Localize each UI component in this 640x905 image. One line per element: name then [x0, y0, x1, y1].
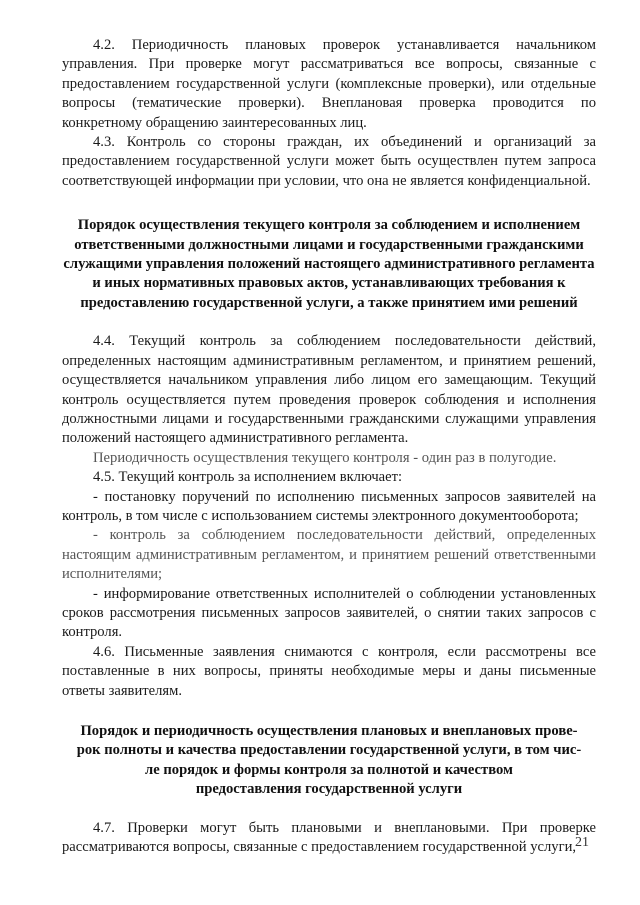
paragraph-4-7: 4.7. Проверки могут быть плановыми и внеплановыми. При проверке рассматриваются вопросы, связанные с предоставлением государственной услуги, — [62, 819, 596, 856]
list-item-informing: - информирование ответственных исполнителей о соблюдении установленных сроков рассмотрения письменных запросов заявителей, о снятии таких запросов с контроля. — [62, 585, 596, 641]
heading-line: предоставления государственной услуги — [195, 781, 463, 798]
paragraph-4-6: 4.6. Письменные заявления снимаются с контроля, если рассмотрены все поставленные в них вопросы, приняты необходимые меры и даны письменные ответы заявителям. — [62, 643, 596, 699]
paragraph-4-3: 4.3. Контроль со стороны граждан, их объединений и организаций за предоставлением государственной услуги может быть осуществлен путем запроса соответствующей информации при условии, что она не является конфиденциальной. — [62, 134, 596, 189]
heading-line: ле порядок и формы контроля за полнотой и качеством — [145, 761, 513, 778]
heading-line: Порядок и периодичность осуществления плановых и внеплановых прове- — [80, 723, 578, 739]
list-item-sequence-control: - контроль за соблюдением последовательности действий, определенных настоящим административным регламентом, и принятием решений ответственными исполнителями; — [62, 527, 596, 583]
heading-line: рок полноты и качества предоставлении государственной услуги, в том чис- — [76, 742, 582, 759]
section-heading-current-control: Порядок осуществления текущего контроля за соблюдением и исполнением ответственными должностными лицами и государственными гражданскими служащими управления положений настоящего административного регламента и иных нормативных правовых актов, устанавливающих требования к предоставлению государственной услуги, а также принятием ими решений — [63, 217, 595, 311]
section-heading-inspections — [62, 722, 596, 800]
list-item-assignments: - постановку поручений по исполнению письменных запросов заявителей на контроль, в том числе с использованием системы электронного документооборота; — [62, 488, 596, 524]
paragraph-4-2: 4.2. Периодичность плановых проверок устанавливается начальником управления. При проверке могут рассматриваться все вопросы, связанные с предоставлением государственной услуги (комплексные проверки), или отдельные вопросы (тематические проверки). Внеплановая проверка проводится по конкретному обращению заинтересованных лиц. — [62, 37, 596, 131]
paragraph-4-4: 4.4. Текущий контроль за соблюдением последовательности действий, определенных настоящим административным регламентом, и принятием решений, осуществляется начальником управления либо лицом его замещающим. Текущий контроль осуществляется путем проведения проверок соблюдения и исполнения должностными лицами и государственными гражданскими служащими управления положений настоящего административного регламента. — [62, 333, 596, 447]
paragraph-4-5: 4.5. Текущий контроль за исполнением включает: — [93, 469, 403, 486]
document-page — [62, 36, 596, 857]
paragraph-periodicity: Периодичность осуществления текущего контроля - один раз в полугодие. — [93, 449, 557, 466]
page-number: 21 — [575, 835, 589, 850]
